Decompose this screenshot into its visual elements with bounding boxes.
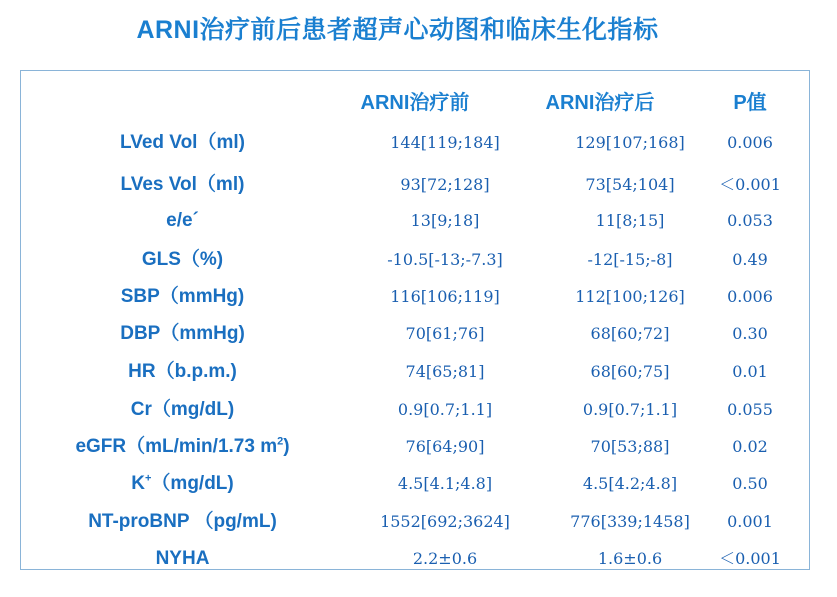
p-value: 0.50 (732, 474, 768, 493)
param-text-end: （mg/dL) (151, 473, 234, 494)
value-after: 776[339;1458] (570, 512, 690, 531)
param-text-end: ) (283, 436, 290, 457)
value-after: 68[60;75] (590, 362, 670, 381)
table-row (20, 282, 810, 312)
row-parameter: LVed Vol（ml) (120, 132, 245, 153)
param-text: eGFR（mL/min/1.73 m (75, 436, 278, 457)
p-value: ＜0.001 (719, 549, 781, 568)
column-header-after: ARNI治疗后 (545, 92, 655, 114)
row-parameter: NYHA (155, 548, 210, 569)
value-before: -10.5[-13;-7.3] (387, 250, 503, 269)
param-text: K (131, 473, 145, 494)
value-before: 2.2±0.6 (412, 549, 478, 568)
table-row (20, 170, 810, 200)
value-before: 76[64;90] (405, 437, 485, 456)
value-after: 4.5[4.2;4.8] (582, 474, 678, 493)
table-row (20, 507, 810, 537)
table-row (20, 206, 810, 236)
p-value: 0.006 (727, 133, 773, 152)
table-row (20, 469, 810, 499)
p-value: 0.30 (732, 324, 768, 343)
table-row (20, 245, 810, 275)
column-header-p-value: P值 (733, 92, 767, 114)
row-parameter (20, 432, 345, 462)
column-header-before: ARNI治疗前 (360, 92, 470, 114)
p-value: 0.49 (732, 250, 768, 269)
p-value: 0.006 (727, 287, 773, 306)
value-after: 68[60;72] (590, 324, 670, 343)
row-parameter (20, 469, 345, 499)
value-before: 0.9[0.7;1.1] (397, 400, 493, 419)
value-before: 70[61;76] (405, 324, 485, 343)
value-after: -12[-15;-8] (587, 250, 673, 269)
p-value: ＜0.001 (719, 175, 781, 194)
value-before: 4.5[4.1;4.8] (397, 474, 493, 493)
value-before: 93[72;128] (400, 175, 490, 194)
value-before: 144[119;184] (390, 133, 500, 152)
row-parameter: LVes Vol（ml) (120, 174, 245, 195)
p-value: 0.053 (727, 211, 773, 230)
row-parameter: SBP（mmHg) (120, 286, 245, 307)
row-parameter: e/e´ (166, 210, 199, 231)
value-after: 112[100;126] (575, 287, 685, 306)
value-before: 1552[692;3624] (380, 512, 510, 531)
row-parameter: HR（b.p.m.) (128, 361, 237, 382)
param-superscript: + (144, 472, 152, 485)
row-parameter: Cr（mg/dL) (130, 399, 235, 420)
value-after: 73[54;104] (585, 175, 675, 194)
value-before: 116[106;119] (390, 287, 500, 306)
table-row (20, 319, 810, 349)
p-value: 0.001 (727, 512, 773, 531)
table-row (20, 544, 810, 574)
table-row (20, 395, 810, 425)
p-value: 0.055 (727, 400, 773, 419)
param-superscript: 2 (277, 435, 284, 448)
value-after: 1.6±0.6 (597, 549, 663, 568)
row-parameter: GLS（%) (141, 249, 224, 270)
page-title: ARNI治疗前后患者超声心动图和临床生化指标 (136, 16, 659, 44)
table-row (20, 128, 810, 158)
row-parameter: DBP（mmHg) (120, 323, 245, 344)
p-value: 0.01 (732, 362, 768, 381)
value-after: 11[8;15] (595, 211, 665, 230)
value-before: 74[65;81] (405, 362, 485, 381)
row-parameter: NT-proBNP （pg/mL) (88, 511, 277, 532)
value-after: 70[53;88] (590, 437, 670, 456)
p-value: 0.02 (732, 437, 768, 456)
value-after: 0.9[0.7;1.1] (582, 400, 678, 419)
table-row (20, 432, 810, 462)
table-row (20, 357, 810, 387)
value-before: 13[9;18] (410, 211, 480, 230)
value-after: 129[107;168] (575, 133, 685, 152)
